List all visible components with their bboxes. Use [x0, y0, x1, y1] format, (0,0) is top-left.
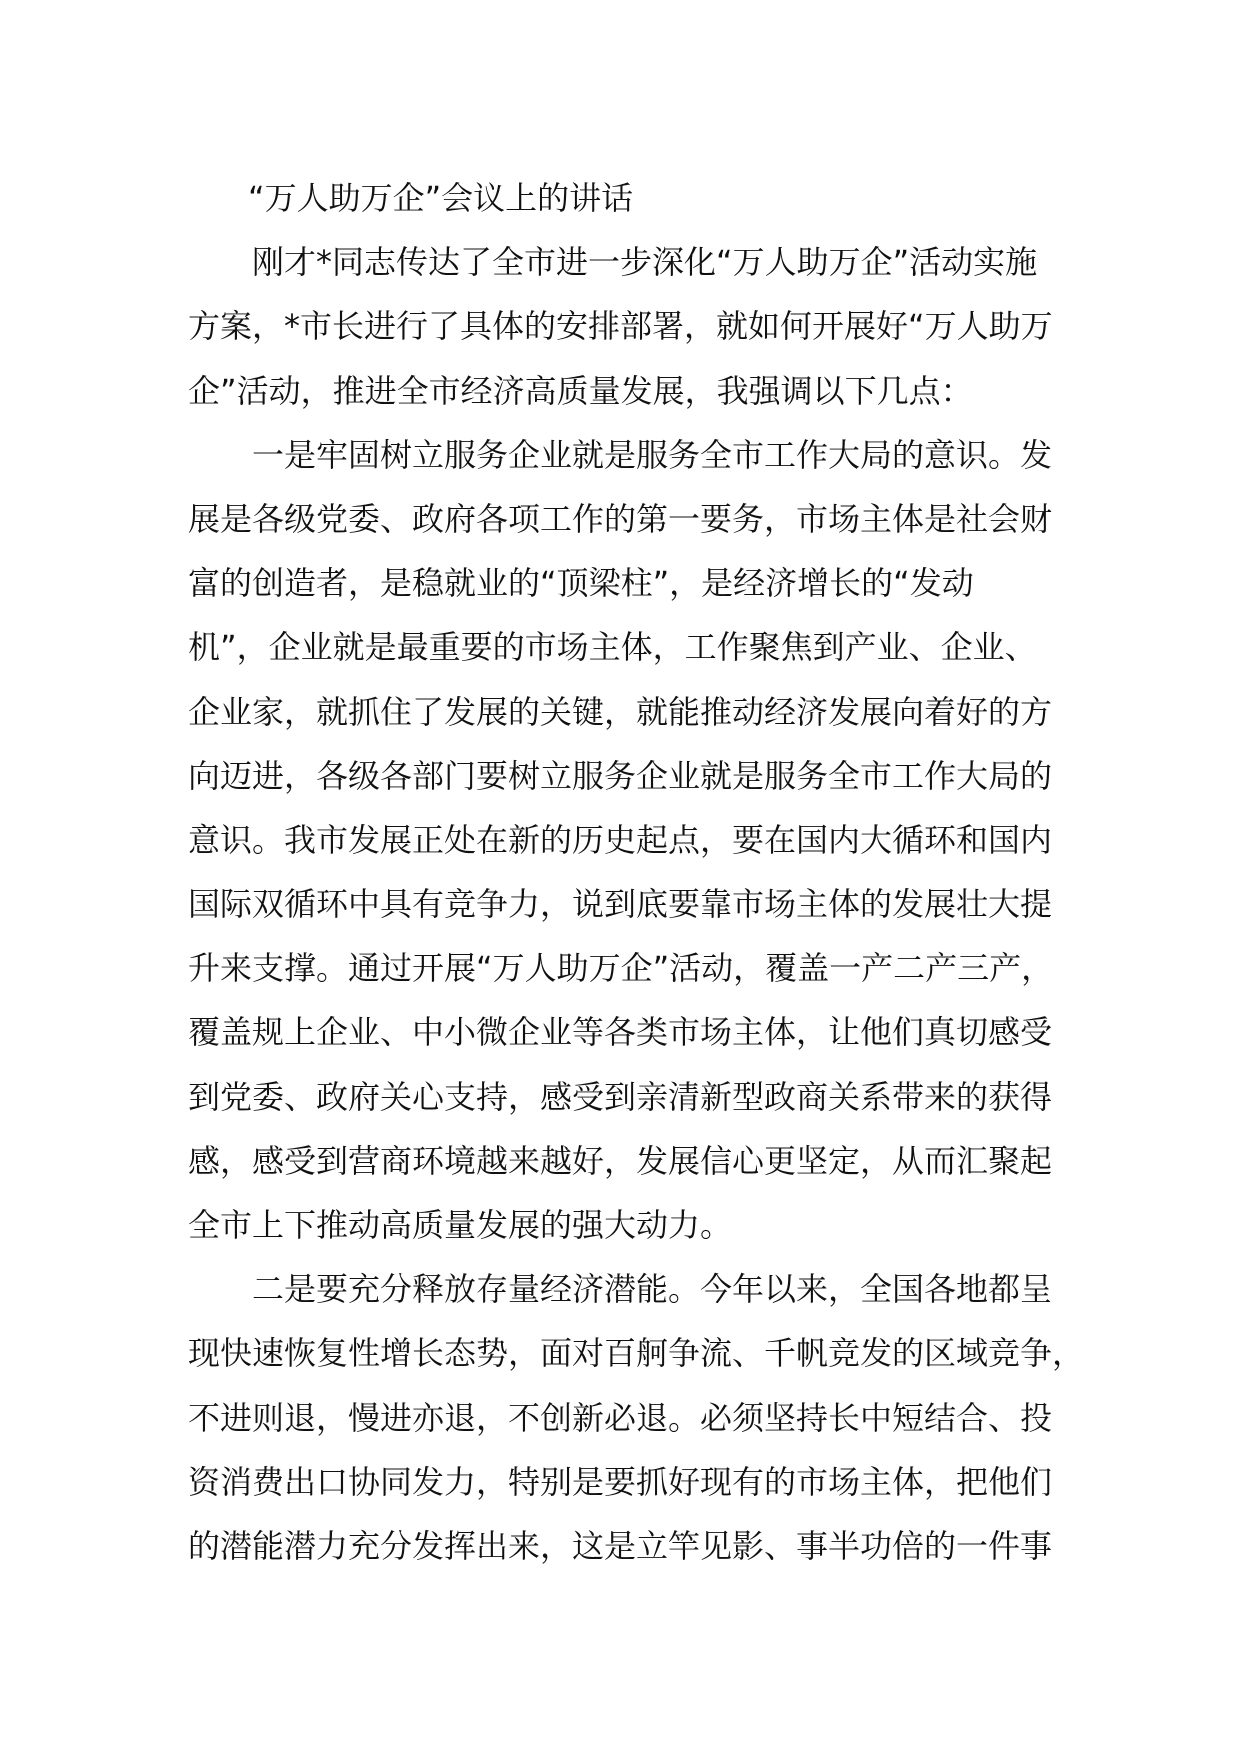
paragraph-line: 升来支撑。通过开展“万人助万企”活动，覆盖一产二产三产，	[188, 949, 1054, 988]
paragraph-line: 富的创造者，是稳就业的“顶梁柱”，是经济增长的“发动	[188, 564, 974, 603]
paragraph-line: 刚才*同志传达了全市进一步深化“万人助万企”活动实施	[188, 243, 1038, 282]
speech-title	[188, 166, 1058, 230]
paragraph-line: 不进则退，慢进亦退，不创新必退。必须坚持长中短结合、投	[188, 1398, 1053, 1437]
paragraph-2	[188, 423, 1058, 1257]
paragraph-line: 到党委、政府关心支持，感受到亲清新型政商关系带来的获得	[188, 1077, 1053, 1116]
paragraph-line: 二是要充分释放存量经济潜能。今年以来，全国各地都呈	[188, 1270, 1053, 1309]
speech-title-text: “万人助万企”会议上的讲话	[248, 179, 634, 217]
paragraph-line: 的潜能潜力充分发挥出来，这是立竿见影、事半功倍的一件事	[188, 1526, 1053, 1565]
paragraph-line: 全市上下推动高质量发展的强大动力。	[188, 1206, 733, 1244]
paragraph-line: 机”，企业就是最重要的市场主体，工作聚焦到产业、企业、	[188, 628, 1037, 667]
paragraph-line: 覆盖规上企业、中小微企业等各类市场主体，让他们真切感受	[188, 1013, 1053, 1052]
paragraph-line: 国际双循环中具有竞争力，说到底要靠市场主体的发展壮大提	[188, 885, 1053, 924]
paragraph-line: 向迈进，各级各部门要树立服务企业就是服务全市工作大局的	[188, 756, 1053, 795]
paragraph-3	[188, 1257, 1085, 1578]
paragraph-line: 意识。我市发展正处在新的历史起点，要在国内大循环和国内	[188, 820, 1053, 859]
paragraph-line: 感，感受到营商环境越来越好，发展信心更坚定，从而汇聚起	[188, 1141, 1053, 1180]
paragraph-1	[188, 230, 1058, 423]
paragraph-line: 方案，*市长进行了具体的安排部署，就如何开展好“万人助万	[188, 307, 1053, 346]
paragraph-line: 现快速恢复性增长态势，面对百舸争流、千帆竞发的区域竞争，	[188, 1334, 1085, 1373]
paragraph-line: 资消费出口协同发力，特别是要抓好现有的市场主体，把他们	[188, 1462, 1053, 1501]
document-body	[188, 166, 1085, 1578]
paragraph-line: 展是各级党委、政府各项工作的第一要务，市场主体是社会财	[188, 499, 1053, 538]
paragraph-line: 一是牢固树立服务企业就是服务全市工作大局的意识。发	[188, 435, 1053, 474]
paragraph-line: 企业家，就抓住了发展的关键，就能推动经济发展向着好的方	[188, 692, 1053, 731]
paragraph-line: 企”活动，推进全市经济高质量发展，我强调以下几点：	[188, 371, 973, 410]
